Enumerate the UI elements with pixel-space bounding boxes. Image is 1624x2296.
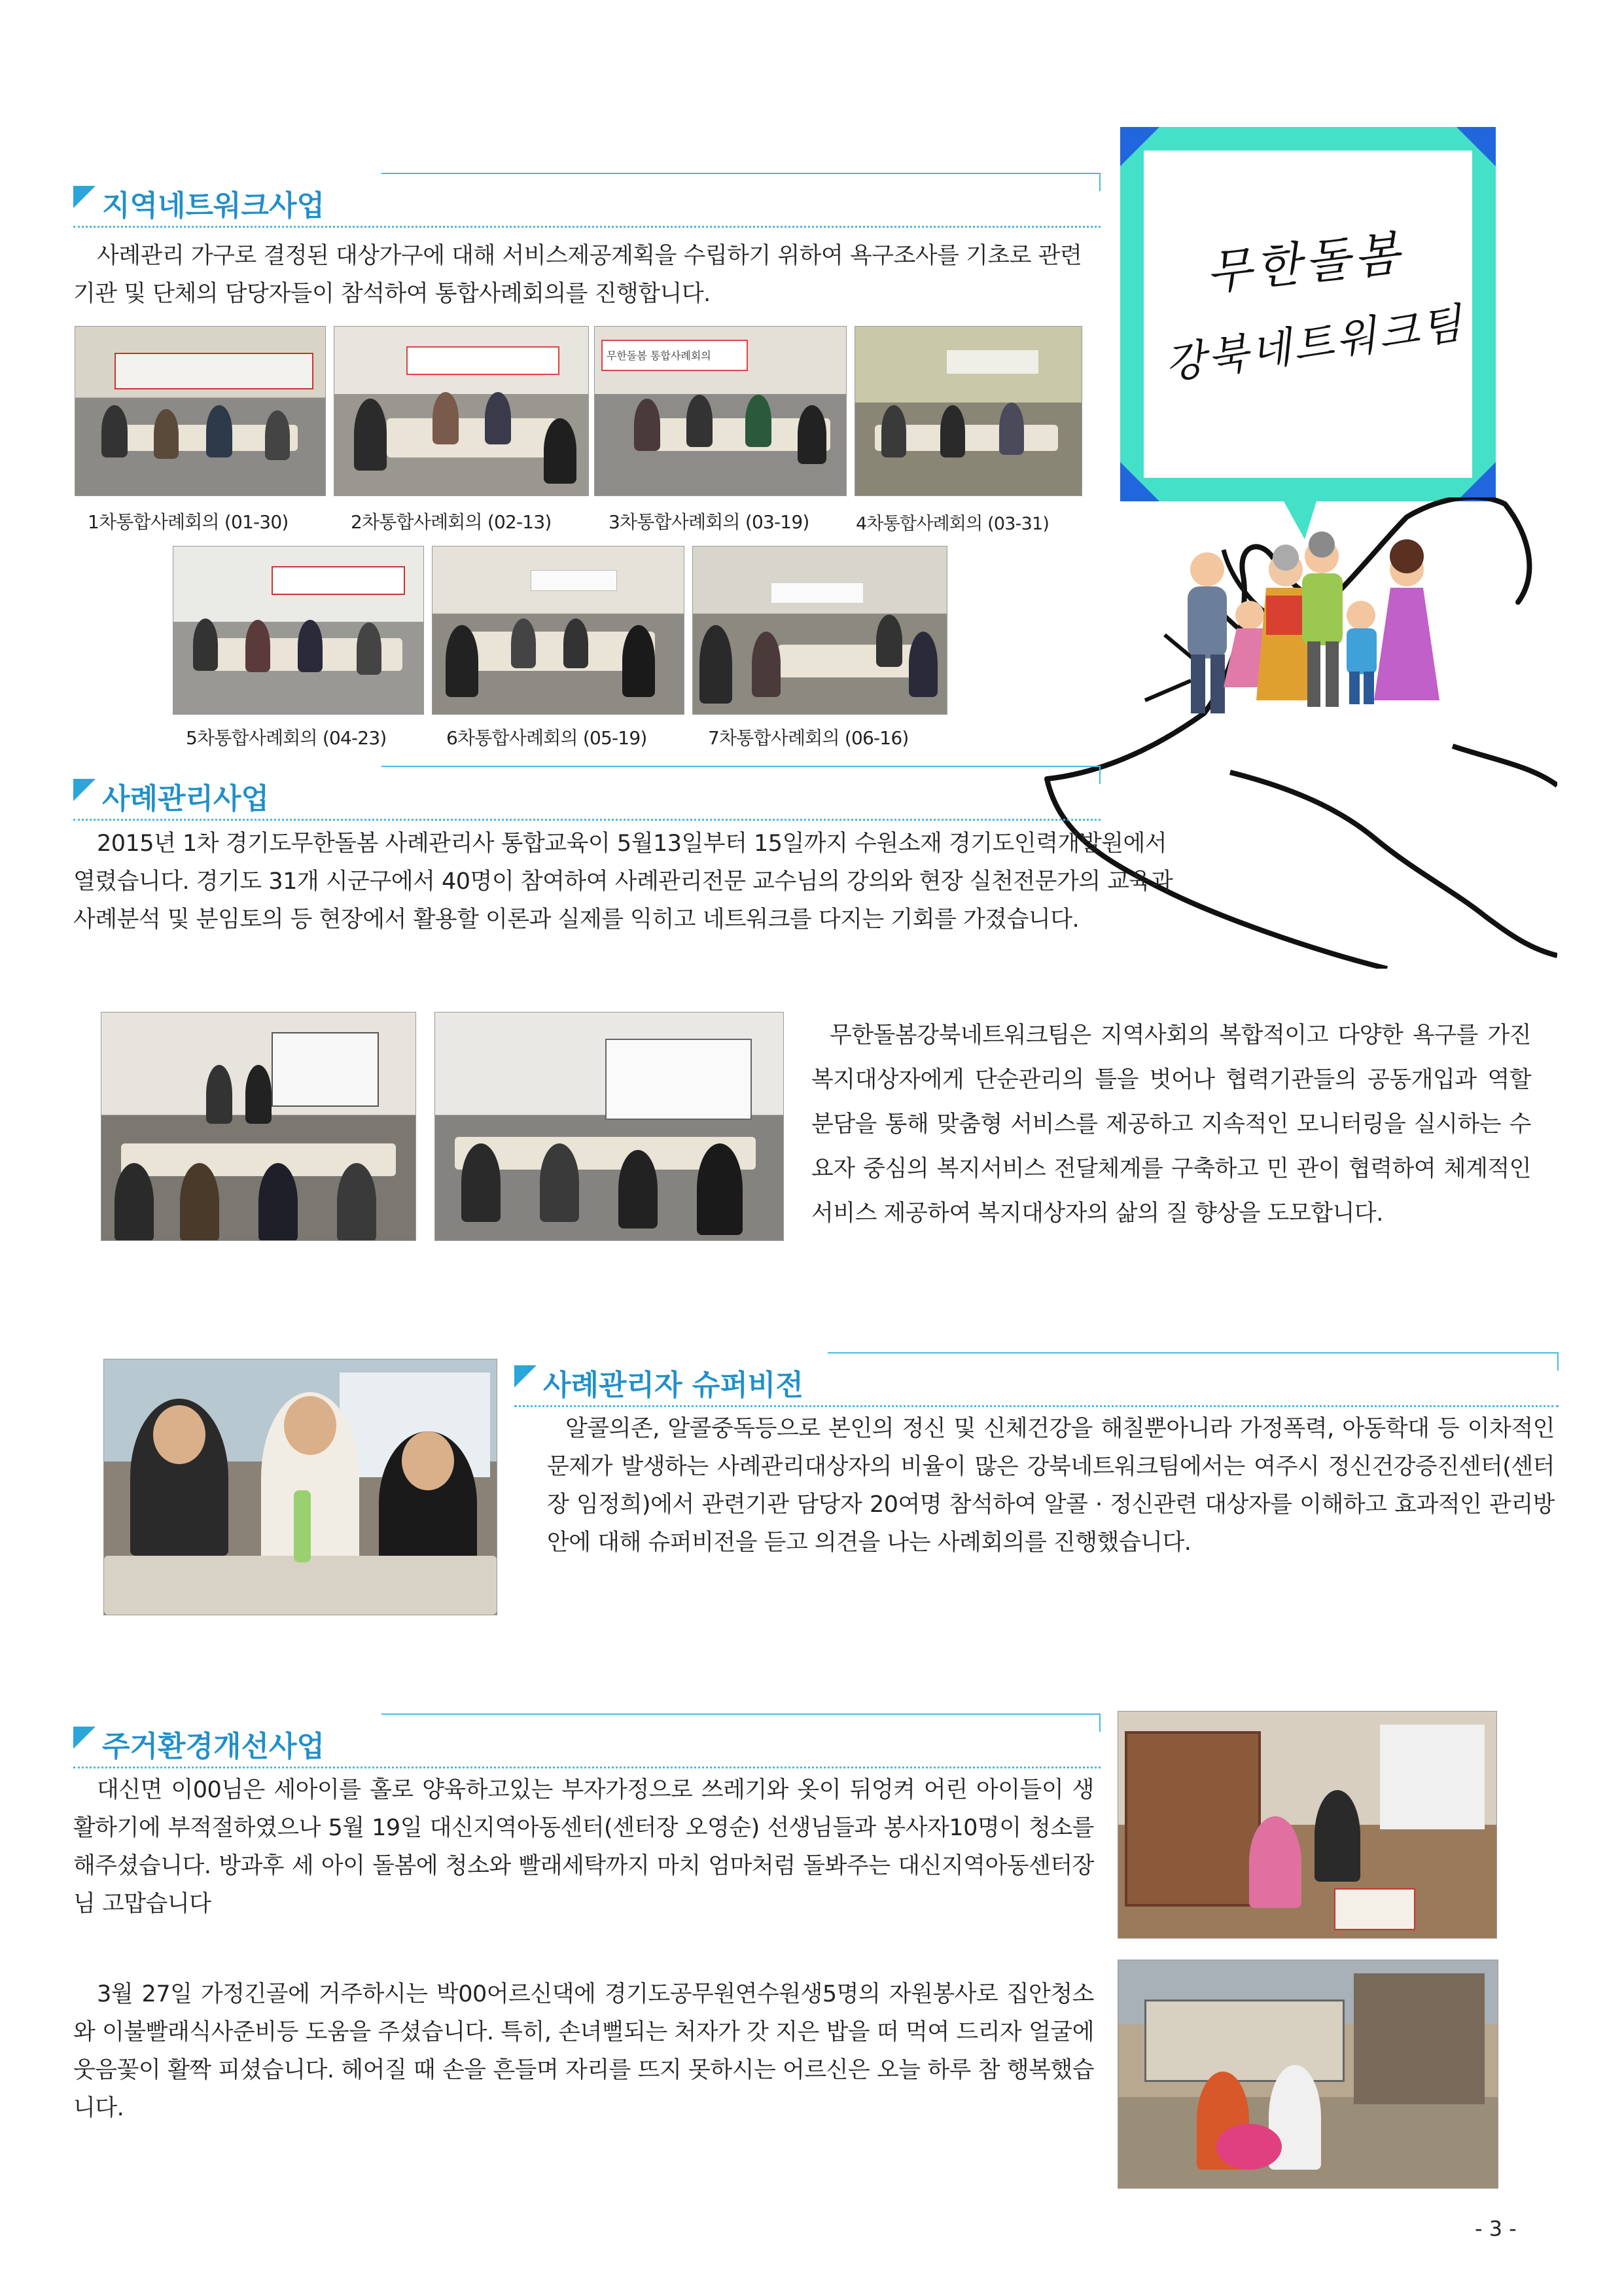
- divider: [73, 226, 1101, 228]
- photo-caption: 7차통합사례회의 (06-16): [708, 727, 909, 749]
- section-network-heading: [73, 182, 1101, 228]
- meeting-photo-7: [692, 546, 947, 715]
- divider: [1099, 766, 1101, 784]
- heading-marker-icon: [73, 1727, 96, 1749]
- divider: [73, 1767, 1101, 1768]
- supervision-body: 알콜의존, 알콜중독등으로 본인의 정신 및 신체건강을 해칠뿐아니라 가정폭력, 아동학대 등 이차적인 문제가 발생하는 사례관리대상자의 비율이 많은 강북네트워크팀에서는 여주시 정신건강증진센터(센터장 임정희)에서 관련기관 담당자 20여명 참석하여 알콜 · 정신관련 대상자를 이해하고 효과적인 관리방안에 대해 슈퍼비전을 듣고 의견을 나는 사례회의를 진행했습니다.: [547, 1416, 1555, 1556]
- photo-caption: 5차통합사례회의 (04-23): [186, 727, 387, 749]
- divider: [73, 819, 1101, 821]
- housing-photo-1: [1118, 1711, 1497, 1939]
- housing-photo-2: [1118, 1960, 1498, 2189]
- training-photo-2: [434, 1012, 784, 1241]
- divider: [1557, 1352, 1559, 1371]
- heading-marker-icon: [514, 1365, 537, 1388]
- team-description: 무한돌봄강북네트워크팀은 지역사회의 복합적이고 다양한 욕구를 가진 복지대상자에게 단순관리의 틀을 벗어나 협력기관들의 공동개입과 역할 분담을 통해 맞춤형 서비스를 제공하고 지속적인 모니터링을 실시하는 수요자 중심의 복지서비스 전달체계를 구축하고 민 관이 협력하여 체계적인 서비스 제공하여 복지대상자의 삶의 질 향상을 도모합니다.: [811, 1022, 1531, 1227]
- team-sign-line1: 무한돌봄: [1203, 225, 1406, 301]
- meeting-photo-3: [594, 326, 847, 496]
- housing-body-2: 3월 27일 가정긴골에 거주하시는 박00어르신댁에 경기도공무원연수원생5명의 자원봉사로 집안청소와 이불빨래식사준비등 도움을 주셨습니다. 특히, 손녀뻘되는 처자가 갓 지은 밥을 떠 먹여 드리자 얼굴에 웃음꽃이 활짝 피셨습니다. 헤어질 때 손을 흔들며 자리를 뜨지 못하시는 어르신은 오늘 하루 참 행복했습니다.: [73, 1981, 1094, 2121]
- divider: [514, 1405, 1559, 1407]
- photo-caption: 1차통합사례회의 (01-30): [88, 511, 289, 533]
- housing-body-1: 대신면 이00님은 세아이를 홀로 양육하고있는 부자가정으로 쓰레기와 옷이 뒤엉켜 어린 아이들이 생활하기에 부적절하였으나 5월 19일 대신지역아동센터(센터장 오영순) 선생님들과 봉사자10명이 청소를 해주셨습니다. 방과후 세 아이 돌봄에 청소와 빨래세탁까지 마치 엄마처럼 돌봐주는 대신지역아동센터장님 고맙습니다: [73, 1777, 1094, 1917]
- meeting-photo-2: [334, 326, 589, 496]
- divider: [828, 1352, 1559, 1354]
- banner-text: 무한돌봄 통합사례회의: [607, 350, 711, 362]
- meeting-photo-4: [855, 326, 1082, 496]
- training-photo-1: [101, 1012, 416, 1241]
- photo-caption: 4차통합사례회의 (03-31): [856, 514, 1050, 534]
- meeting-photo-1: [75, 326, 326, 496]
- section-title: 사례관리사업: [102, 782, 270, 816]
- section-housing-heading: [73, 1723, 1101, 1768]
- divider: [381, 173, 1101, 174]
- divider: [1099, 173, 1101, 191]
- meeting-photo-6: [432, 546, 684, 715]
- case-management-body: 2015년 1차 경기도무한돌봄 사례관리사 통합교육이 5월13일부터 15일까지 수원소재 경기도인력개발원에서 열렸습니다. 경기도 31개 시군구에서 40명이 참여하여 사례관리전문 교수님의 강의와 현장 실천전문가의 교육과 사례분석 및 분임토의 등 현장에서 활용할 이론과 실제를 익히고 네트워크를 다지는 기회를 가졌습니다.: [73, 831, 1173, 933]
- photo-caption: 6차통합사례회의 (05-19): [446, 727, 647, 749]
- divider: [1099, 1713, 1101, 1732]
- divider: [381, 1713, 1101, 1715]
- team-sign-frame: [1120, 127, 1496, 501]
- section-case-management-heading: [73, 775, 1101, 821]
- section-title: 지역네트워크사업: [102, 189, 325, 223]
- heading-marker-icon: [73, 186, 96, 208]
- section-title: 사례관리자 슈퍼비전: [543, 1369, 803, 1402]
- meeting-photo-5: [173, 546, 424, 715]
- photo-caption: 3차통합사례회의 (03-19): [609, 511, 809, 533]
- team-sign-line2: 강북네트워크팀: [1161, 299, 1468, 389]
- divider: [381, 766, 1101, 767]
- section-supervision-heading: [514, 1361, 1559, 1407]
- supervision-photo: [103, 1359, 497, 1615]
- network-body: 사례관리 가구로 결정된 대상가구에 대해 서비스제공계획을 수립하기 위하여 욕구조사를 기초로 관련기관 및 단체의 담당자들이 참석하여 통합사례회의를 진행합니다.: [73, 243, 1082, 307]
- heading-marker-icon: [73, 779, 96, 801]
- section-title: 주거환경개선사업: [102, 1730, 325, 1763]
- photo-caption: 2차통합사례회의 (02-13): [351, 511, 552, 533]
- page-number: - 3 -: [1475, 2216, 1517, 2241]
